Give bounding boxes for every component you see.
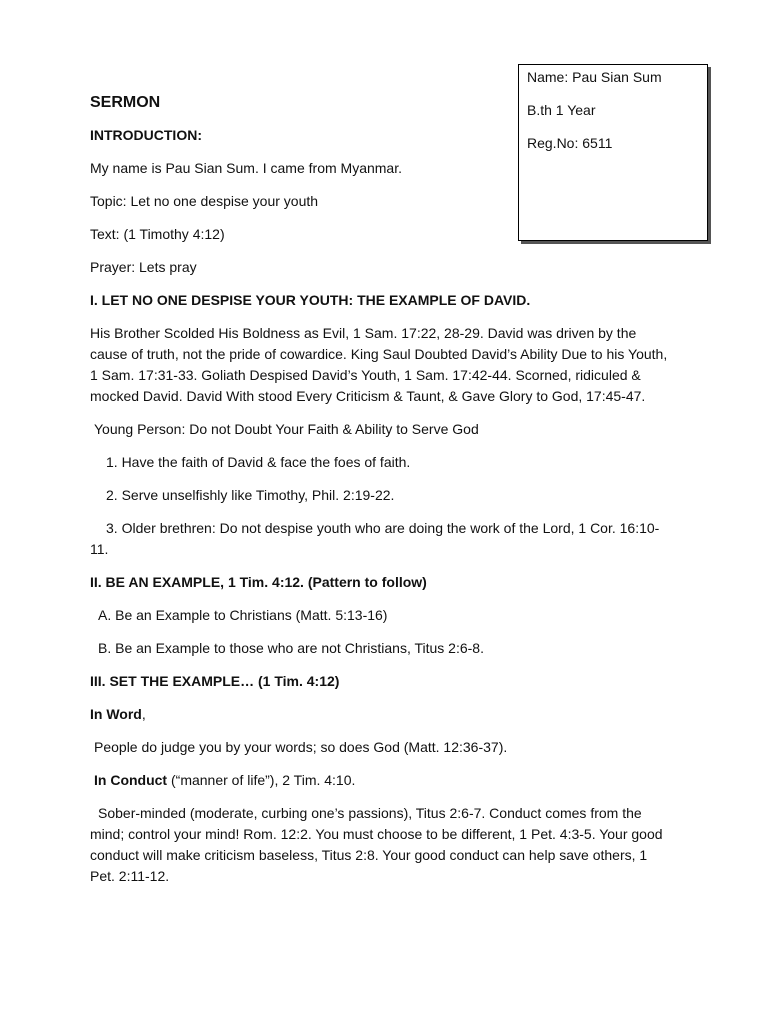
prayer-line: Prayer: Lets pray xyxy=(90,259,197,275)
in-word-paragraph: People do judge you by your words; so does God (Matt. 12:36-37). xyxy=(94,739,508,755)
in-conduct-line xyxy=(90,770,670,791)
in-conduct-label: In Conduct xyxy=(94,772,168,788)
student-name: Name: Pau Sian Sum xyxy=(527,69,662,85)
in-conduct-after: (“manner of life”), 2 Tim. 4:10. xyxy=(167,772,356,788)
document-body xyxy=(90,92,670,899)
intro-line: My name is Pau Sian Sum. I came from Myanmar. xyxy=(90,160,402,176)
registration-number: Reg.No: 6511 xyxy=(527,135,613,151)
section2-point-b: B. Be an Example to those who are not Christians, Titus 2:6-8. xyxy=(98,640,484,656)
section3-heading: III. SET THE EXAMPLE… (1 Tim. 4:12) xyxy=(90,673,340,689)
document-title: SERMON xyxy=(90,94,161,111)
in-word-line xyxy=(90,704,670,725)
topic-line: Topic: Let no one despise your youth xyxy=(90,193,319,209)
list-item: 1. Have the faith of David & face the foes of faith. xyxy=(106,454,411,470)
conduct-paragraph: Sober-minded (moderate, curbing one’s passions), Titus 2:6-7. Conduct comes from the mind; control your mind! Rom. 12:2. You must choose to be different, 1 Pet. 4:3-5. Your good conduct will make criticism baseless, Titus 2:8. Your good conduct can help save others, 1 Pet. 2:11-12. xyxy=(90,805,663,884)
section2-heading: II. BE AN EXAMPLE, 1 Tim. 4:12. (Pattern to follow) xyxy=(90,574,427,590)
text-line: Text: (1 Timothy 4:12) xyxy=(90,226,225,242)
in-word-label: In Word xyxy=(90,706,142,722)
section2-point-a: A. Be an Example to Christians (Matt. 5:13-16) xyxy=(98,607,388,623)
student-year: B.th 1 Year xyxy=(527,102,596,118)
list-item: 3. Older brethren: Do not despise youth who are doing the work of the Lord, 1 Cor. 16:10-11. xyxy=(90,520,660,557)
section1-heading: I. LET NO ONE DESPISE YOUR YOUTH: THE EXAMPLE OF DAVID. xyxy=(90,292,531,308)
intro-heading: INTRODUCTION: xyxy=(90,127,202,143)
section1-paragraph: His Brother Scolded His Boldness as Evil, 1 Sam. 17:22, 28-29. David was driven by the cause of truth, not the pride of cowardice. King Saul Doubted David’s Ability Due to his Youth, 1 Sam. 17:31-33. Goliath Despised David’s Youth, 1 Sam. 17:42-44. Scorned, ridiculed & mocked David. David With stood Every Criticism & Taunt, & Gave Glory to God, 17:45-47. xyxy=(90,325,668,404)
list-item: 2. Serve unselfishly like Timothy, Phil. 2:19-22. xyxy=(106,487,395,503)
young-person-line: Young Person: Do not Doubt Your Faith & Ability to Serve God xyxy=(94,421,479,437)
in-word-after: , xyxy=(141,706,146,722)
